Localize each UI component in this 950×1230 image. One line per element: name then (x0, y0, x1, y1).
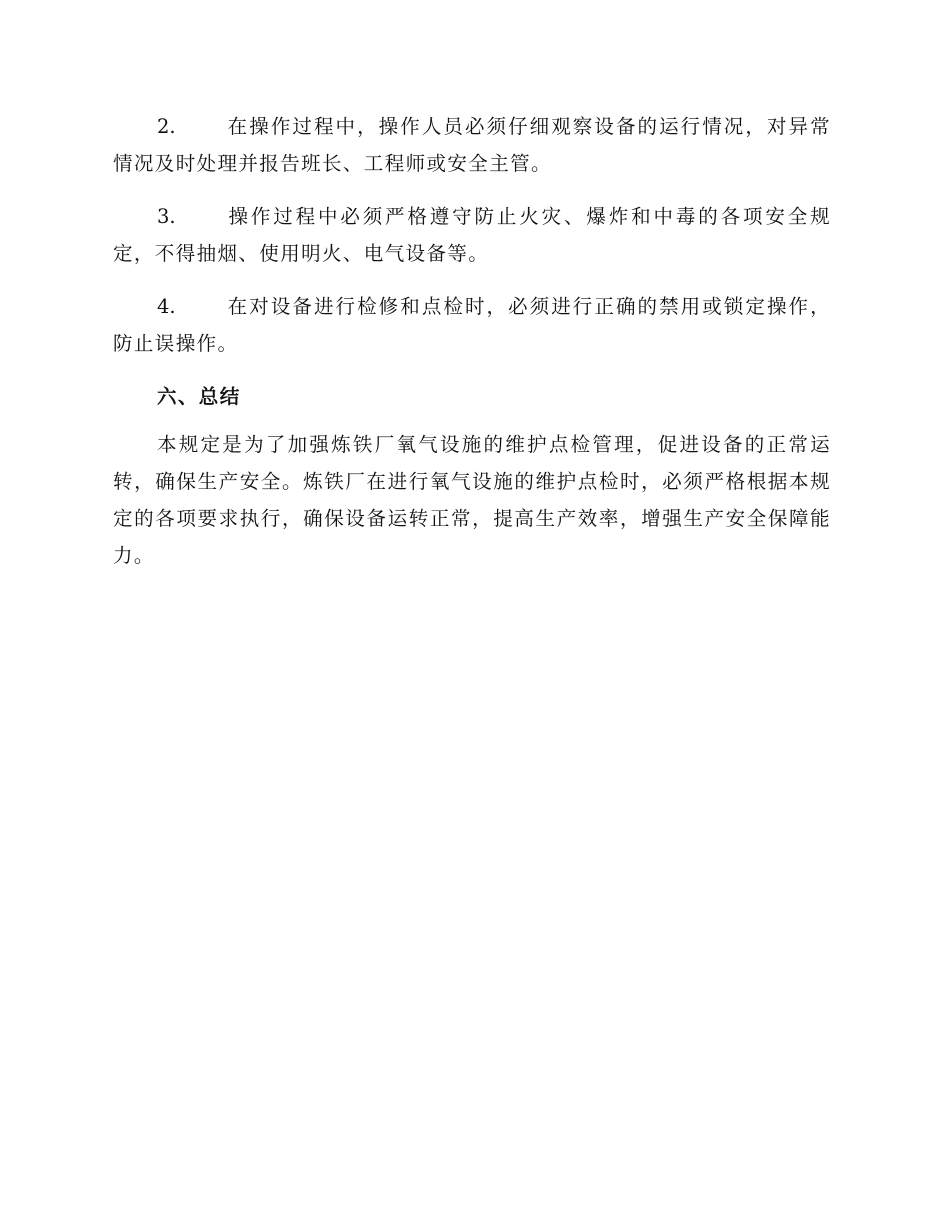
list-item-number: 2. (157, 115, 176, 138)
list-item-3 (113, 198, 831, 272)
summary-paragraph: 本规定是为了加强炼铁厂氧气设施的维护点检管理，促进设备的正常运转，确保生产安全。炼铁厂在进行氧气设施的维护点检时，必须严格根据本规定的各项要求执行，确保设备运转正常，提高生产效率，增强生产安全保障能力。 (113, 433, 831, 567)
document-body (113, 108, 831, 574)
section-heading: 六、总结 (157, 385, 241, 408)
list-item-text: 在操作过程中，操作人员必须仔细观察设备的运行情况，对异常情况及时处理并报告班长、工程师或安全主管。 (113, 115, 831, 175)
list-item-4 (113, 288, 831, 362)
list-item-text: 在对设备进行检修和点检时，必须进行正确的禁用或锁定操作，防止误操作。 (113, 295, 831, 355)
list-item-text: 操作过程中必须严格遵守防止火灾、爆炸和中毒的各项安全规定，不得抽烟、使用明火、电气设备等。 (113, 205, 831, 265)
list-item-number: 4. (157, 295, 176, 318)
list-item-number: 3. (157, 205, 176, 228)
list-item-2 (113, 108, 831, 182)
